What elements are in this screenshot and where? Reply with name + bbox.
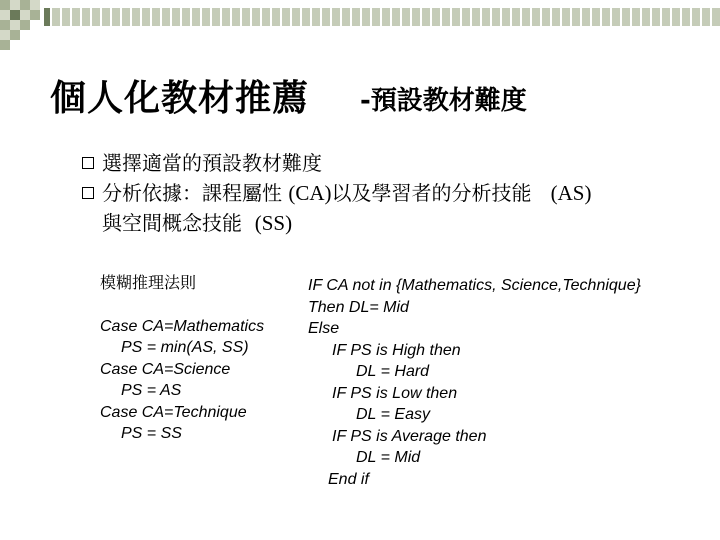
code-line: DL = Hard xyxy=(356,363,430,380)
rule-line: Case CA=Science xyxy=(100,360,231,378)
bullet-text-mid: 以及學習者的分析技能 xyxy=(331,181,532,205)
code-line: DL = Easy xyxy=(356,406,430,423)
pseudocode-block xyxy=(308,275,708,490)
code-line: Else xyxy=(308,320,340,337)
code-line: IF CA not in {Mathematics, Science,Technique} xyxy=(308,277,641,294)
corner-decoration xyxy=(0,0,720,60)
code-line: End if xyxy=(328,470,369,488)
code-line: IF PS is Average then xyxy=(332,427,487,445)
code-line: IF PS is High then xyxy=(332,341,461,359)
as-label: (AS) xyxy=(550,181,592,205)
rule-line: Case CA=Technique xyxy=(100,403,247,421)
rule-line: PS = SS xyxy=(121,425,182,442)
bullet-item xyxy=(82,178,692,238)
rule-line: PS = min(AS, SS) xyxy=(121,339,249,356)
fuzzy-rules-title: 模糊推理法則 xyxy=(100,273,197,292)
code-line: Then DL= Mid xyxy=(308,298,409,316)
fuzzy-rules xyxy=(100,272,300,445)
square-bullet-icon xyxy=(82,187,94,199)
rule-line: PS = AS xyxy=(121,382,182,399)
square-bullet-icon xyxy=(82,157,94,169)
bullet-item xyxy=(82,148,692,178)
rule-line: Case CA=Mathematics xyxy=(100,317,265,335)
slide-title: 個人化教材推薦 xyxy=(50,78,310,119)
ca-label: (CA) xyxy=(288,181,332,205)
bullet-text: 選擇適當的預設教材難度 xyxy=(102,151,322,175)
bullet-text-prefix: 分析依據：課程屬性 xyxy=(102,181,289,205)
slide-subtitle: -預設教材難度 xyxy=(360,86,527,116)
code-line: DL = Mid xyxy=(356,449,421,466)
ss-label: (SS) xyxy=(254,211,293,235)
bullet-text-line2: 與空間概念技能 xyxy=(102,211,242,235)
code-line: IF PS is Low then xyxy=(332,384,458,402)
bullet-list xyxy=(82,148,692,238)
